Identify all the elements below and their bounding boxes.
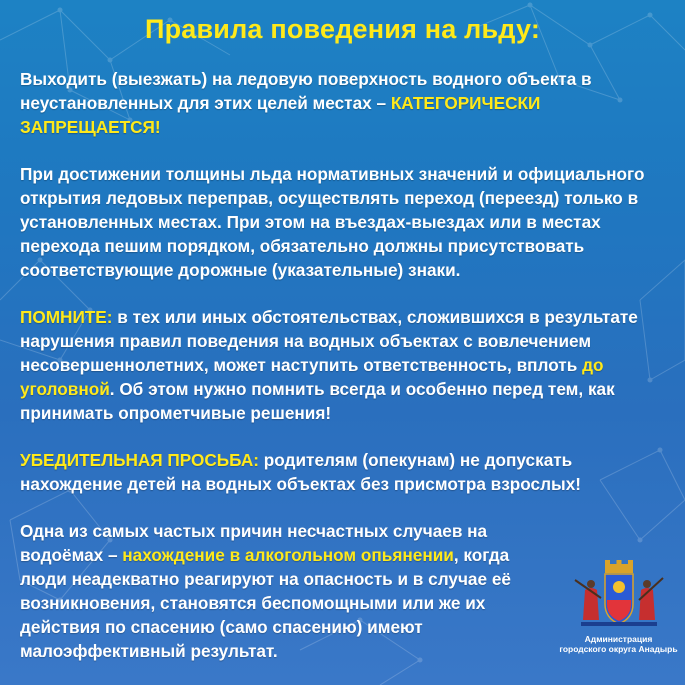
anadyr-coat-of-arms-icon xyxy=(571,560,667,630)
rule-alcohol xyxy=(20,519,540,663)
page-title: Правила поведения на льду: xyxy=(144,14,541,44)
rule-text: . Об этом нужно помнить всегда и особенно перед тем, как принимать опрометчивые решения! xyxy=(20,379,615,423)
rule-forbidden-areas xyxy=(20,67,670,139)
rule-request xyxy=(20,448,670,496)
remember-label: ПОМНИТЕ: xyxy=(20,307,113,327)
rule-highlight-criminal: до уголовной xyxy=(20,355,604,399)
rule-official-crossings xyxy=(20,162,670,282)
rule-highlight-forbidden: КАТЕГОРИЧЕСКИ ЗАПРЕЩАЕТСЯ! xyxy=(20,93,541,137)
rule-text: , когда люди неадекватно реагируют на опасность и в случае её возникновения, становятся беспомощными или же их действия по спасению (само спасению) имеют малоэффективный результат. xyxy=(20,545,511,661)
administration-emblem xyxy=(556,560,681,654)
rule-text: При достижении толщины льда нормативных значений и официального открытия ледовых переправ, осуществлять переход (переезд) только в установленных местах. При этом на въездах-выездах или в местах перехода пешим порядком, обязательно должны присутствовать соответствующие дорожные (указательные) знаки. xyxy=(20,164,645,280)
emblem-caption-line2: городского округа Анадырь xyxy=(559,644,678,654)
rule-text: родителям (опекунам) не допускать нахождение детей на водных объектах без присмотра взрослых! xyxy=(20,450,581,494)
emblem-caption-line1: Администрация xyxy=(584,634,653,644)
rule-text: Одна из самых частых причин несчастных случаев на водоёмах – xyxy=(20,521,488,565)
rule-text: Выходить (выезжать) на ледовую поверхность водного объекта в неустановленных для этих целей местах – xyxy=(20,69,592,113)
rule-highlight-alcohol: нахождение в алкогольном опьянении xyxy=(122,545,454,565)
request-label: УБЕДИТЕЛЬНАЯ ПРОСЬБА: xyxy=(20,450,259,470)
rule-remember xyxy=(20,305,670,425)
rule-text: в тех или иных обстоятельствах, сложившихся в результате нарушения правил поведения на водных объектах с вовлечением несовершеннолетних, может наступить ответственность, вплоть xyxy=(20,307,638,375)
